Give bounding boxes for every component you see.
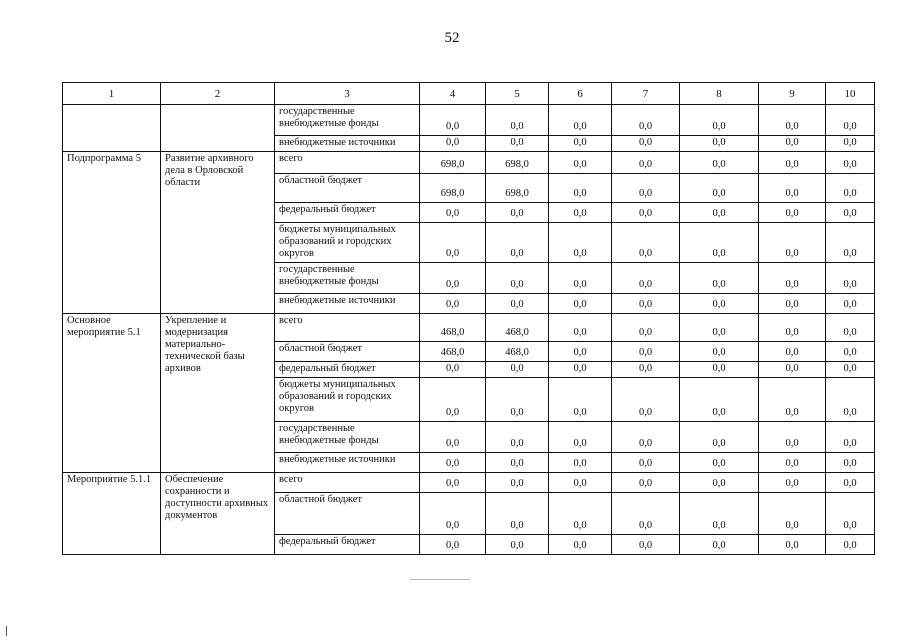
amount-cell: 0,0 (420, 362, 486, 378)
amount-cell: 0,0 (680, 314, 759, 342)
amount-cell: 0,0 (826, 493, 875, 535)
amount-cell: 468,0 (420, 314, 486, 342)
funding-source-cell: всего (275, 314, 420, 342)
amount-cell: 0,0 (549, 493, 612, 535)
amount-cell: 0,0 (612, 362, 680, 378)
amount-cell: 0,0 (549, 453, 612, 473)
amount-cell: 0,0 (549, 362, 612, 378)
amount-cell: 0,0 (549, 203, 612, 223)
amount-cell: 698,0 (420, 174, 486, 203)
amount-cell: 0,0 (826, 314, 875, 342)
funding-source-cell: всего (275, 473, 420, 493)
amount-cell: 0,0 (826, 203, 875, 223)
column-header: 3 (275, 83, 420, 105)
header-row (63, 83, 875, 105)
amount-cell: 0,0 (759, 174, 826, 203)
amount-cell: 0,0 (420, 136, 486, 152)
amount-cell: 0,0 (759, 535, 826, 555)
table-row (63, 152, 875, 174)
amount-cell: 0,0 (420, 535, 486, 555)
amount-cell: 0,0 (612, 473, 680, 493)
amount-cell: 0,0 (759, 453, 826, 473)
amount-cell: 0,0 (612, 493, 680, 535)
amount-cell: 0,0 (549, 105, 612, 136)
amount-cell: 0,0 (420, 223, 486, 263)
amount-cell: 0,0 (826, 535, 875, 555)
amount-cell: 0,0 (826, 105, 875, 136)
amount-cell: 0,0 (486, 535, 549, 555)
amount-cell: 0,0 (549, 152, 612, 174)
funding-source-cell: внебюджетные источники (275, 136, 420, 152)
amount-cell: 0,0 (680, 294, 759, 314)
amount-cell: 0,0 (549, 263, 612, 294)
amount-cell: 0,0 (420, 422, 486, 453)
amount-cell: 0,0 (549, 136, 612, 152)
amount-cell: 0,0 (759, 105, 826, 136)
amount-cell: 0,0 (549, 422, 612, 453)
amount-cell: 0,0 (826, 223, 875, 263)
column-header: 2 (161, 83, 275, 105)
funding-source-cell: государственные внебюджетные фонды (275, 422, 420, 453)
amount-cell: 0,0 (549, 342, 612, 362)
amount-cell: 0,0 (612, 263, 680, 294)
amount-cell: 0,0 (826, 342, 875, 362)
program-name-cell: Обеспечение сохранности и доступности архивных документов (161, 473, 275, 555)
amount-cell: 0,0 (549, 535, 612, 555)
amount-cell: 0,0 (612, 294, 680, 314)
program-code-cell: Основное мероприятие 5.1 (63, 314, 161, 473)
amount-cell: 698,0 (420, 152, 486, 174)
amount-cell: 0,0 (549, 294, 612, 314)
amount-cell: 0,0 (612, 223, 680, 263)
column-header: 1 (63, 83, 161, 105)
program-name-cell (161, 105, 275, 152)
amount-cell: 0,0 (759, 203, 826, 223)
funding-source-cell: областной бюджет (275, 342, 420, 362)
amount-cell: 0,0 (486, 378, 549, 422)
column-header: 6 (549, 83, 612, 105)
program-name-cell: Укрепление и модернизация материально-технической базы архивов (161, 314, 275, 473)
table-body (63, 105, 875, 555)
amount-cell: 0,0 (549, 223, 612, 263)
amount-cell: 0,0 (612, 422, 680, 453)
column-header: 10 (826, 83, 875, 105)
amount-cell: 0,0 (759, 263, 826, 294)
amount-cell: 0,0 (486, 223, 549, 263)
amount-cell: 0,0 (826, 473, 875, 493)
amount-cell: 0,0 (759, 294, 826, 314)
amount-cell: 0,0 (486, 203, 549, 223)
amount-cell: 0,0 (680, 342, 759, 362)
amount-cell: 0,0 (420, 294, 486, 314)
funding-source-cell: внебюджетные источники (275, 453, 420, 473)
amount-cell: 0,0 (420, 453, 486, 473)
amount-cell: 0,0 (680, 378, 759, 422)
funding-source-cell: внебюджетные источники (275, 294, 420, 314)
amount-cell: 0,0 (486, 493, 549, 535)
amount-cell: 0,0 (420, 378, 486, 422)
program-code-cell: Подпрограмма 5 (63, 152, 161, 314)
amount-cell: 0,0 (759, 223, 826, 263)
funding-source-cell: федеральный бюджет (275, 362, 420, 378)
amount-cell: 0,0 (549, 174, 612, 203)
amount-cell: 0,0 (826, 294, 875, 314)
page-number: 52 (444, 30, 460, 46)
amount-cell: 0,0 (680, 223, 759, 263)
amount-cell: 0,0 (420, 493, 486, 535)
amount-cell: 0,0 (826, 174, 875, 203)
amount-cell: 0,0 (486, 473, 549, 493)
amount-cell: 0,0 (759, 362, 826, 378)
budget-table (62, 82, 875, 555)
funding-source-cell: всего (275, 152, 420, 174)
amount-cell: 0,0 (680, 362, 759, 378)
amount-cell: 0,0 (680, 136, 759, 152)
amount-cell: 0,0 (680, 453, 759, 473)
amount-cell: 0,0 (486, 105, 549, 136)
amount-cell: 0,0 (759, 136, 826, 152)
amount-cell: 0,0 (420, 473, 486, 493)
amount-cell: 0,0 (612, 105, 680, 136)
amount-cell: 0,0 (680, 105, 759, 136)
amount-cell: 0,0 (759, 342, 826, 362)
amount-cell: 468,0 (486, 342, 549, 362)
amount-cell: 0,0 (612, 203, 680, 223)
funding-source-cell: федеральный бюджет (275, 535, 420, 555)
amount-cell: 0,0 (759, 314, 826, 342)
amount-cell: 0,0 (612, 136, 680, 152)
funding-source-cell: бюджеты муниципальных образований и городских округов (275, 378, 420, 422)
amount-cell: 0,0 (486, 422, 549, 453)
amount-cell: 468,0 (420, 342, 486, 362)
amount-cell: 0,0 (486, 362, 549, 378)
funding-source-cell: государственные внебюджетные фонды (275, 263, 420, 294)
amount-cell: 0,0 (826, 378, 875, 422)
amount-cell: 0,0 (680, 263, 759, 294)
amount-cell: 698,0 (486, 152, 549, 174)
amount-cell: 0,0 (612, 378, 680, 422)
column-header: 4 (420, 83, 486, 105)
funding-source-cell: областной бюджет (275, 174, 420, 203)
amount-cell: 0,0 (759, 152, 826, 174)
amount-cell: 0,0 (759, 493, 826, 535)
amount-cell: 0,0 (680, 422, 759, 453)
amount-cell: 0,0 (486, 453, 549, 473)
amount-cell: 0,0 (612, 174, 680, 203)
funding-source-cell: государственные внебюджетные фонды (275, 105, 420, 136)
amount-cell: 0,0 (612, 535, 680, 555)
amount-cell: 0,0 (486, 294, 549, 314)
amount-cell: 0,0 (680, 174, 759, 203)
amount-cell: 0,0 (826, 453, 875, 473)
column-header: 5 (486, 83, 549, 105)
scan-artifact (410, 579, 470, 580)
amount-cell: 0,0 (549, 314, 612, 342)
amount-cell: 0,0 (759, 473, 826, 493)
funding-source-cell: федеральный бюджет (275, 203, 420, 223)
program-name-cell: Развитие архивного дела в Орловской области (161, 152, 275, 314)
amount-cell: 0,0 (612, 342, 680, 362)
amount-cell: 0,0 (549, 473, 612, 493)
amount-cell: 0,0 (680, 473, 759, 493)
program-code-cell: Мероприятие 5.1.1 (63, 473, 161, 555)
amount-cell: 0,0 (486, 136, 549, 152)
amount-cell: 0,0 (420, 105, 486, 136)
amount-cell: 0,0 (826, 263, 875, 294)
funding-source-cell: областной бюджет (275, 493, 420, 535)
amount-cell: 0,0 (612, 152, 680, 174)
amount-cell: 698,0 (486, 174, 549, 203)
table-row (63, 473, 875, 493)
table-row (63, 314, 875, 342)
amount-cell: 0,0 (549, 378, 612, 422)
amount-cell: 0,0 (826, 136, 875, 152)
table-row (63, 105, 875, 136)
amount-cell: 0,0 (612, 314, 680, 342)
scan-artifact (6, 626, 7, 636)
amount-cell: 0,0 (612, 453, 680, 473)
amount-cell: 0,0 (759, 378, 826, 422)
column-header: 9 (759, 83, 826, 105)
column-header: 8 (680, 83, 759, 105)
amount-cell: 0,0 (680, 493, 759, 535)
program-code-cell (63, 105, 161, 152)
amount-cell: 468,0 (486, 314, 549, 342)
amount-cell: 0,0 (420, 263, 486, 294)
funding-source-cell: бюджеты муниципальных образований и городских округов (275, 223, 420, 263)
amount-cell: 0,0 (680, 535, 759, 555)
column-header: 7 (612, 83, 680, 105)
amount-cell: 0,0 (486, 263, 549, 294)
amount-cell: 0,0 (826, 422, 875, 453)
amount-cell: 0,0 (826, 362, 875, 378)
amount-cell: 0,0 (680, 203, 759, 223)
amount-cell: 0,0 (826, 152, 875, 174)
amount-cell: 0,0 (759, 422, 826, 453)
amount-cell: 0,0 (680, 152, 759, 174)
amount-cell: 0,0 (420, 203, 486, 223)
